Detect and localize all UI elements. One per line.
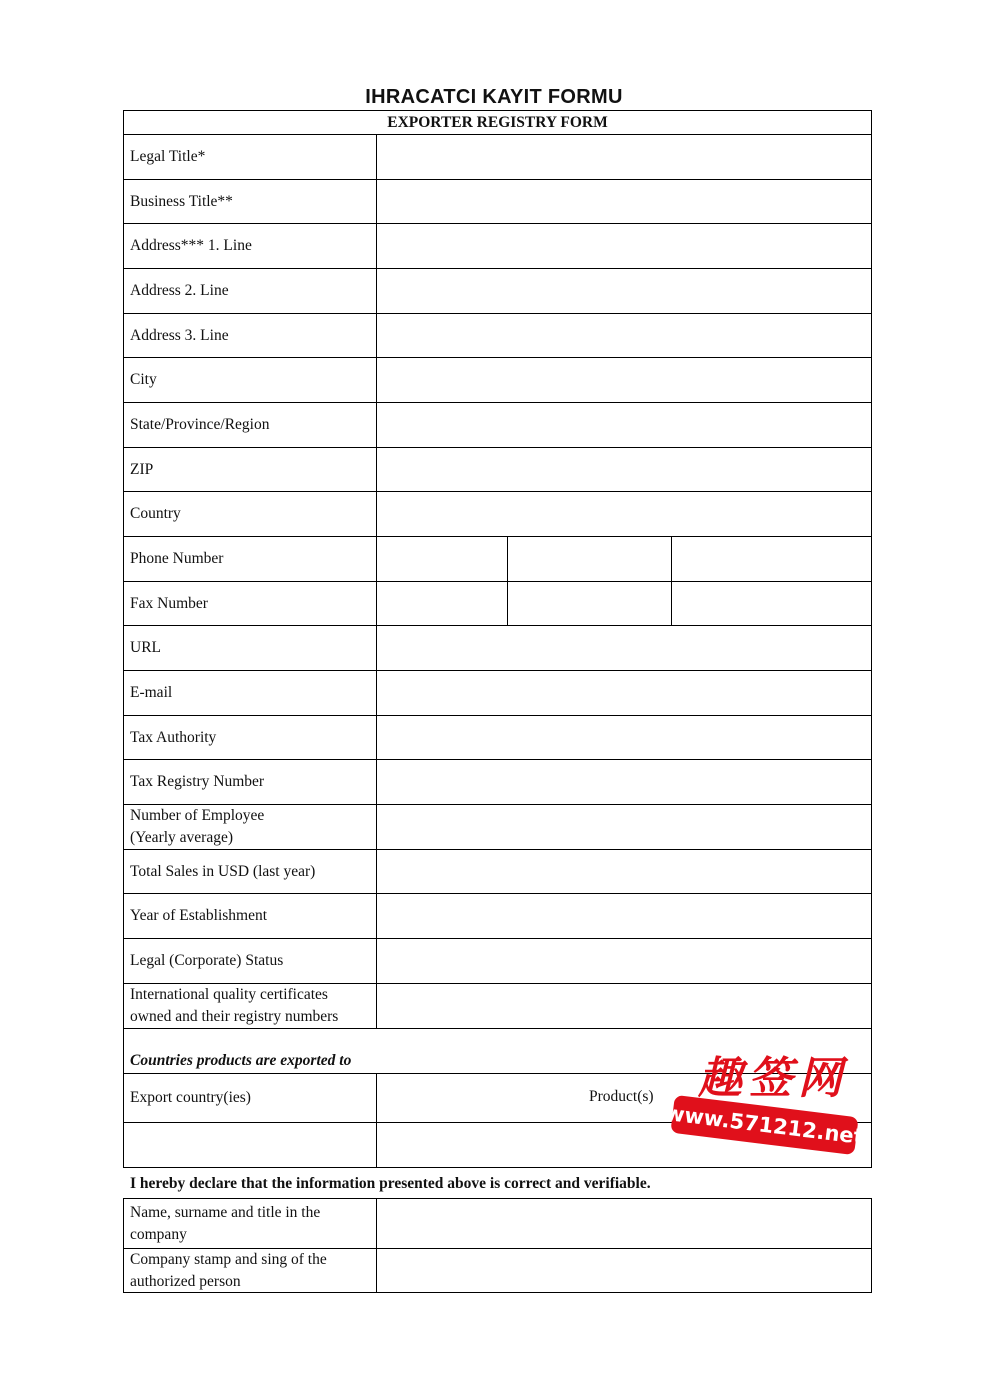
legal-status-label: Legal (Corporate) Status — [123, 938, 377, 984]
state-label: State/Province/Region — [123, 402, 377, 448]
tax-authority-field[interactable] — [376, 715, 872, 760]
watermark-chinese-text: 趣签网 — [698, 1053, 848, 1104]
phone-area-code-field[interactable] — [507, 536, 672, 582]
country-label: Country — [123, 491, 377, 537]
fax-number-field[interactable] — [671, 581, 872, 626]
city-label: City — [123, 357, 377, 403]
legal-title-label: Legal Title* — [123, 134, 377, 180]
employees-label-line1: Number of Employee — [130, 807, 265, 824]
fax-country-code-field[interactable] — [376, 581, 508, 626]
email-field[interactable] — [376, 670, 872, 716]
tax-number-field[interactable] — [376, 759, 872, 805]
certificates-field[interactable] — [376, 983, 872, 1029]
export-product-header: Product(s) — [589, 1088, 654, 1105]
url-label: URL — [123, 625, 377, 671]
stamp-sign-label-line1: Company stamp and sing of the — [130, 1250, 327, 1268]
email-label: E-mail — [123, 670, 377, 716]
employees-label-line2: (Yearly average) — [130, 829, 233, 846]
certificates-label-line2: owned and their registry numbers — [130, 1008, 339, 1025]
total-sales-label: Total Sales in USD (last year) — [123, 849, 377, 894]
year-established-label: Year of Establishment — [123, 893, 377, 939]
name-title-label-line1: Name, surname and title in the — [130, 1203, 321, 1221]
tax-authority-label: Tax Authority — [123, 715, 377, 760]
employees-field[interactable] — [376, 804, 872, 850]
form-subtitle: EXPORTER REGISTRY FORM — [123, 110, 872, 135]
export-country-field[interactable] — [123, 1122, 377, 1168]
year-established-field[interactable] — [376, 893, 872, 939]
tax-number-label: Tax Registry Number — [123, 759, 377, 805]
legal-title-field[interactable] — [376, 134, 872, 180]
employees-label — [123, 804, 377, 850]
export-country-header: Export country(ies) — [123, 1073, 377, 1123]
form-title: IHRACATCI KAYIT FORMU — [365, 86, 623, 108]
export-section-title: Countries products are exported to — [123, 1028, 872, 1074]
country-field[interactable] — [376, 491, 872, 537]
stamp-sign-field[interactable] — [376, 1248, 872, 1293]
total-sales-field[interactable] — [376, 849, 872, 894]
address-line1-label: Address*** 1. Line — [123, 223, 377, 269]
fax-label: Fax Number — [123, 581, 377, 626]
city-field[interactable] — [376, 357, 872, 403]
certificates-label-line1: International quality certificates — [130, 986, 328, 1003]
certificates-label — [123, 983, 377, 1029]
watermark-stamp — [663, 1040, 866, 1160]
address-line1-field[interactable] — [376, 223, 872, 269]
zip-field[interactable] — [376, 447, 872, 492]
phone-country-code-field[interactable] — [376, 536, 508, 582]
name-title-label-line2: company — [130, 1225, 187, 1243]
stamp-sign-label — [123, 1248, 377, 1293]
stamp-sign-label-line2: authorized person — [130, 1272, 241, 1290]
phone-number-field[interactable] — [671, 536, 872, 582]
business-title-field[interactable] — [376, 179, 872, 224]
zip-label: ZIP — [123, 447, 377, 492]
address-line3-label: Address 3. Line — [123, 313, 377, 358]
state-field[interactable] — [376, 402, 872, 448]
name-title-field[interactable] — [376, 1198, 872, 1249]
fax-area-code-field[interactable] — [507, 581, 672, 626]
declaration-text: I hereby declare that the information presented above is correct and verifiable. — [130, 1175, 651, 1192]
legal-status-field[interactable] — [376, 938, 872, 984]
address-line2-label: Address 2. Line — [123, 268, 377, 314]
business-title-label: Business Title** — [123, 179, 377, 224]
watermark-url: www.571212.net — [670, 1095, 858, 1155]
address-line3-field[interactable] — [376, 313, 872, 358]
phone-label: Phone Number — [123, 536, 377, 582]
url-field[interactable] — [376, 625, 872, 671]
name-title-label — [123, 1198, 377, 1249]
address-line2-field[interactable] — [376, 268, 872, 314]
